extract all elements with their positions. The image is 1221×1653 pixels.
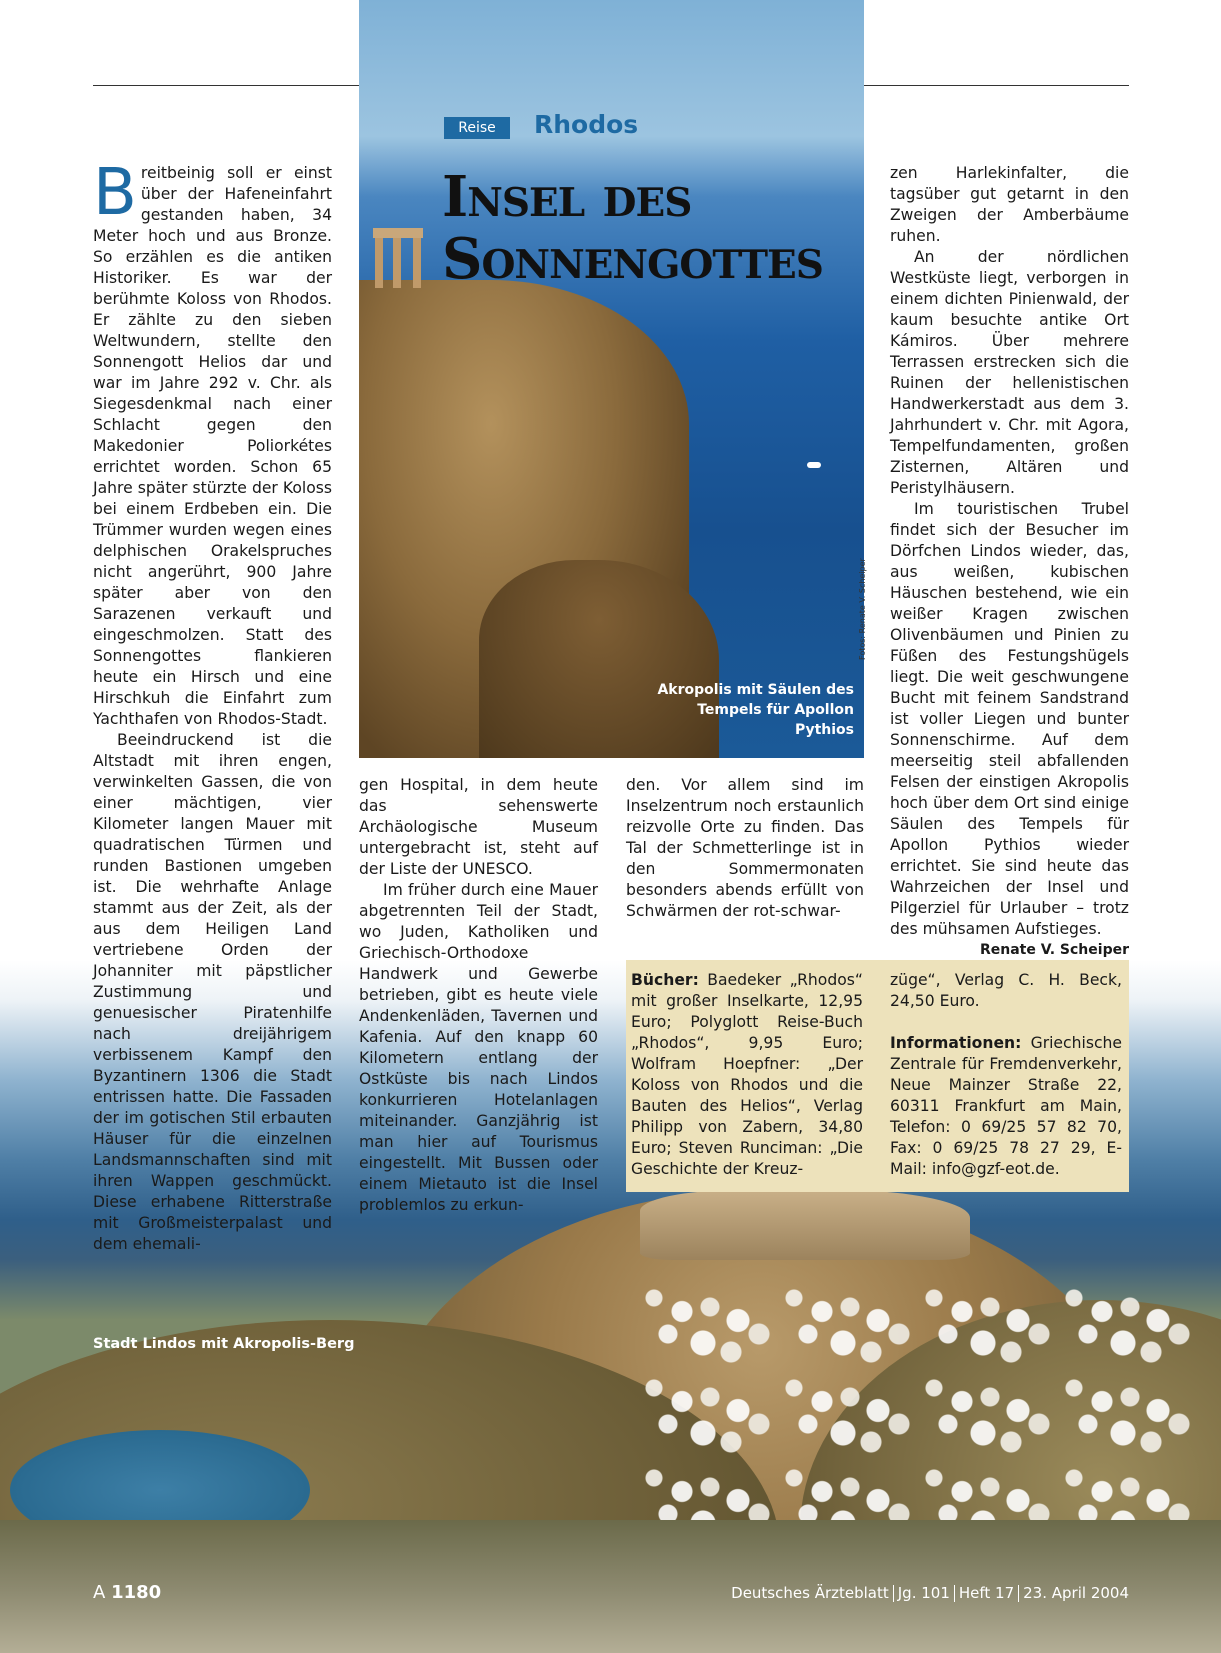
journal-footer [731,1584,1129,1602]
header-rule-left [93,85,359,86]
info-label: Informationen: [890,1034,1022,1052]
info-box-column-1 [631,970,863,1180]
photo-caption-top: Akropolis mit Säulen des Tempels für Apollon Pythios [657,682,854,738]
kicker: Rhodos [534,110,639,139]
paragraph: Breitbeinig soll er einst über der Hafeneinfahrt gestanden haben, 34 Meter hoch und aus Bronze. So erzählen es die antiken Historiker. Es war der berühmte Koloss von Rhodos. Er zählte zu den sieben Weltwundern, stellte den Sonnengott Helios dar und war im Jahre 292 v. Chr. als Siegesdenkmal nach einer Schlacht gegen den Makedonier Poliorkétes errichtet worden. Schon 65 Jahre später stürzte der Koloss bei einem Erdbeben ein. Die Trümmer wurden wegen eines delphischen Orakelspruches nicht angerührt, 900 Jahre später aber von den Sarazenen verkauft und eingeschmolzen. Statt des Sonnengottes flankieren heute ein Hirsch und eine Hirschkuh die Einfahrt zum Yachthafen von Rhodos-Stadt. [93,156,332,728]
photo-caption-bottom: Stadt Lindos mit Akropolis-Berg [93,1336,355,1352]
paragraph: den. Vor allem sind im Inselzentrum noch erstaunlich reizvolle Orte zu finden. Das Tal der Schmetterlinge ist in den Sommermonaten besonders abends erfüllt von Schwärmen der rot-schwar- [626,776,864,920]
page-number: A 1180 [93,1582,162,1603]
boat [807,462,821,468]
books-info: Bücher: Baedeker „Rhodos“ mit großer Inselkarte, 12,95 Euro; Polyglott Reise-Buch „Rhodos“, 9,95 Euro; Wolfram Hoepfner: „Der Koloss von Rhodos und die Bauten des Helios“, Verlag Philipp von Zabern, 34,80 Euro; Steven Runciman: „Die Geschichte der Kreuz- [631,971,863,1178]
acropolis-rock [640,1190,970,1260]
contact-info: Informationen: Griechische Zentrale für Fremdenverkehr, Neue Mainzer Straße 22, 60311 Frankfurt am Main, Telefon: 0 69/25 57 82 70, Fax: 0 69/25 78 27 29, E-Mail: info@gzf-eot.de. [890,1034,1122,1178]
article-column-4 [890,163,1129,961]
paragraph: Im früher durch eine Mauer abgetrennten Teil der Stadt, wo Juden, Katholiken und Griechisch-Orthodoxe Handwerk und Gewerbe betrieben, gibt es heute viele Andenkenläden, Tavernen und Kafenia. Auf den knapp 60 Kilometern entlang der Ostküste bis nach Lindos konkurrieren Hotelanlagen miteinander. Ganzjährig ist man hier auf Tourismus eingestellt. Mit Bussen oder einem Mietauto ist die Insel problemlos zu erkun- [359,881,598,1214]
info-box-column-2 [890,970,1122,1180]
page-title [442,166,842,290]
journal-date: 23. April 2004 [1023,1584,1129,1602]
village-houses [640,1280,1200,1540]
books-info-continued: züge“, Verlag C. H. Beck, 24,50 Euro. [890,971,1122,1010]
paragraph: gen Hospital, in dem heute das sehenswerte Archäologische Museum untergebracht ist, steht auf der Liste der UNESCO. [359,776,598,878]
paragraph: Im touristischen Trubel findet sich der Besucher im Dörfchen Lindos wieder, das, aus weißen, kubischen Häuschen bestehend, wie ein weißer Kragen zwischen Olivenbäumen und Pinien zu Füßen des Festungshügels liegt. Die weit geschwungene Bucht mit feinem Sandstrand ist voller Liegen und bunter Sonnenschirme. Auf dem meerseitig steil abfallenden Felsen der einstigen Akropolis hoch über dem Ort sind einige Säulen des Tempels für Apollon Pythios wieder errichtet. Sie sind heute das Wahrzeichen der Insel und Pilgerziel für Urlauber – trotz des mühsamen Aufstieges. Renate V. Scheiper [890,499,1129,940]
author-byline: Renate V. Scheiper [979,942,1129,958]
paragraph: Beeindruckend ist die Altstadt mit ihren engen, verwinkelten Gassen, die von einer mächtigen, vier Kilometer langen Mauer mit quadratischen Türmen und runden Bastionen umgeben ist. Die wehrhafte Anlage stammt aus der Zeit, als der aus dem Heiligen Land vertriebene Orden der Johanniter mit päpstlicher Zustimmung und genuesischer Piratenhilfe nach dreijährigem verbissenem Kampf den Byzantinern 1306 die Stadt entrissen hatte. Die Fassaden der im gotischen Stil erbauten Häuser für die einzelnen Landsmannschaften sind mit ihren Wappen geschmückt. Diese erhabene Ritterstraße mit Großmeisterpalast und dem ehemali- [93,731,332,1253]
article-column-3 [626,775,864,922]
title-line-1: Insel des [442,164,692,230]
info-box [626,960,1129,1192]
section-tag: Reise [444,117,510,139]
journal-issue: Heft 17 [958,1584,1015,1602]
drop-cap: B [93,156,137,230]
temple-columns [373,228,423,288]
header-rule-right [864,85,1129,86]
article-column-1 [93,156,332,1255]
title-line-2: Sonnengottes [442,226,823,292]
photo-credit: Fotos: Renate V. Scheiper [858,558,867,660]
paragraph: An der nördlichen Westküste liegt, verborgen in einem dichten Pinienwald, der kaum besuchte antike Ort Kámiros. Über mehrere Terrassen erstrecken sich die Ruinen der hellenistischen Handwerkerstadt aus dem 3. Jahrhundert v. Chr. mit Agora, Tempelfundamenten, großen Zisternen, Altären und Peristylhäusern. [890,248,1129,497]
paragraph: zen Harlekinfalter, die tagsüber gut getarnt in den Zweigen der Amberbäume ruhen. [890,164,1129,245]
journal-volume: Jg. 101 [897,1584,950,1602]
books-label: Bücher: [631,971,699,989]
journal-name: Deutsches Ärzteblatt [731,1584,889,1602]
article-column-2 [359,775,598,1216]
